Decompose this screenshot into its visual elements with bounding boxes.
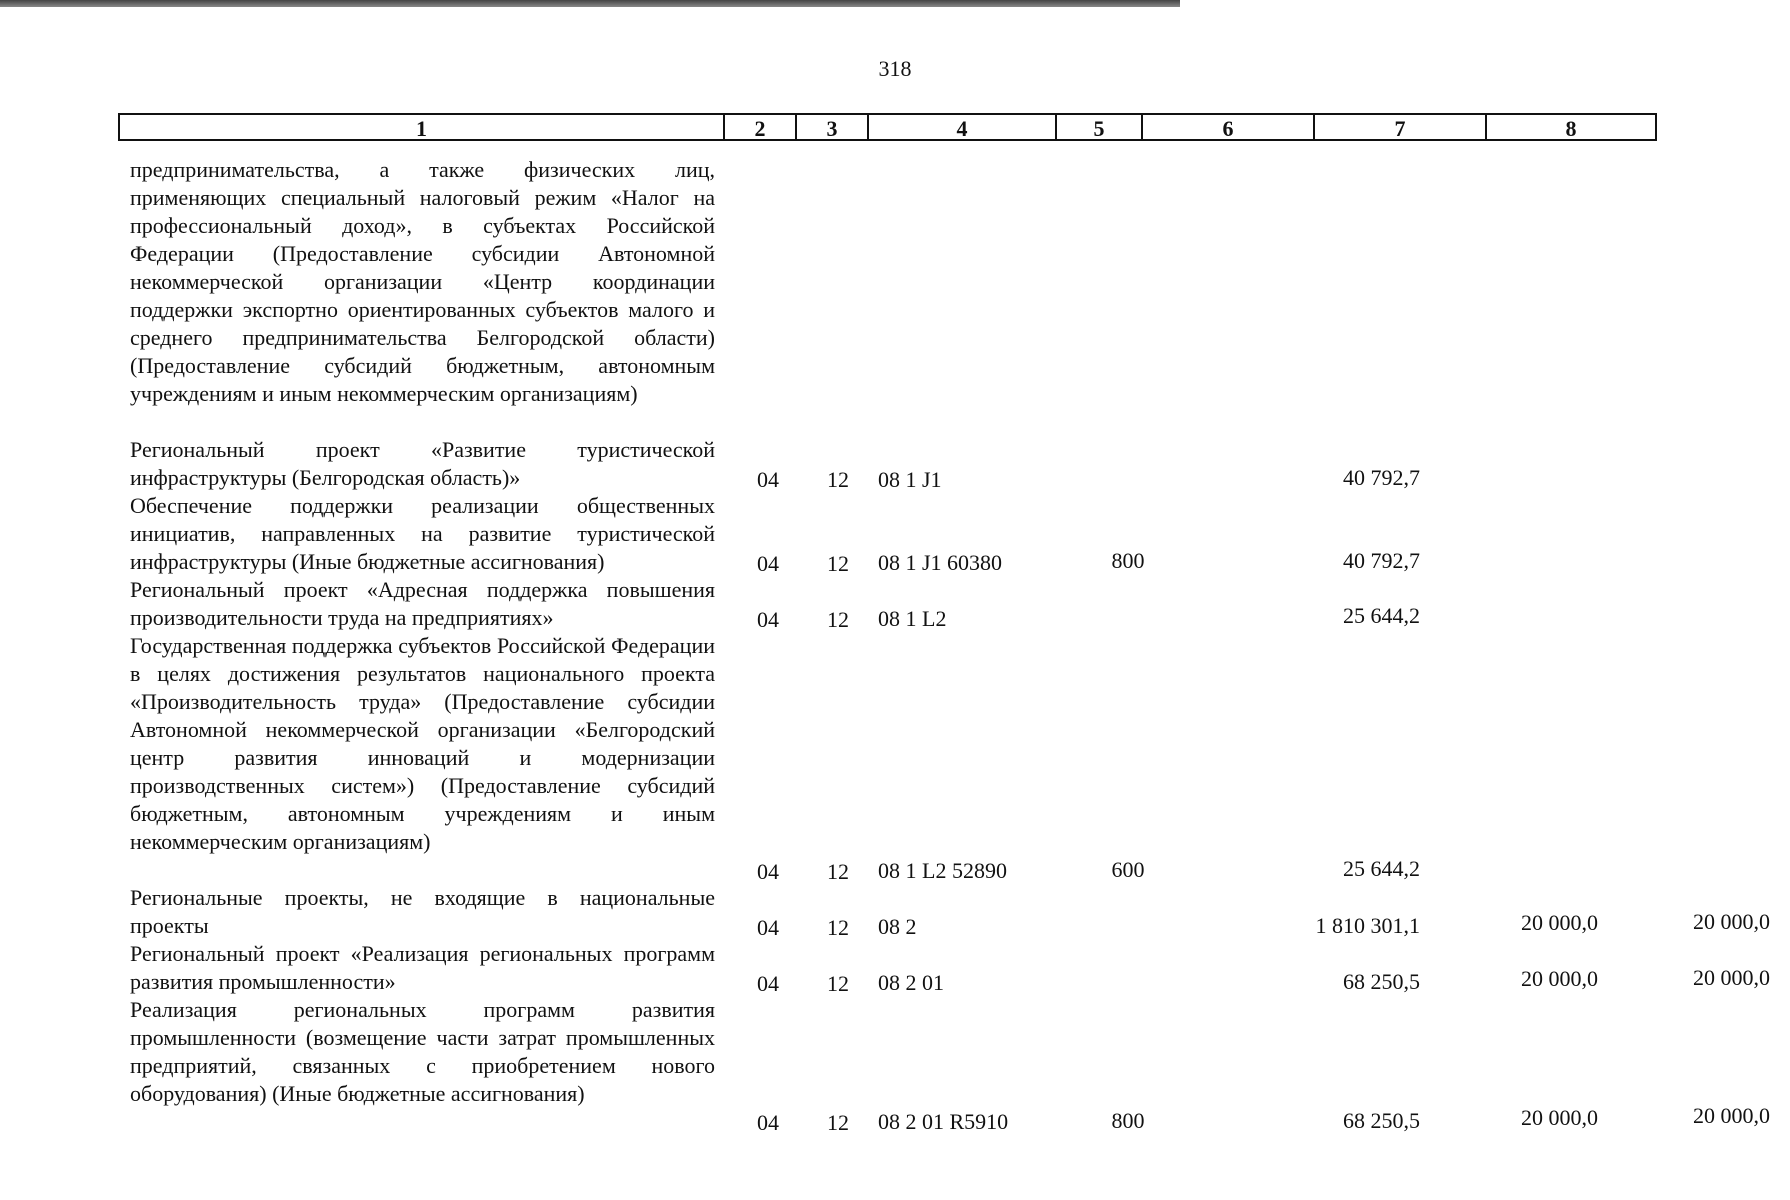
header-col-6: 6 (1141, 113, 1313, 141)
row-col-4: 08 1 L2 (878, 606, 947, 631)
header-col-7: 7 (1313, 113, 1485, 141)
row-description: Обеспечение поддержки реализации общественных инициатив, направленных на развитие туристической инфраструктуры (Иные бюджетные ассигнования) (130, 493, 715, 574)
row-col-4: 08 1 J1 60380 (878, 550, 1003, 575)
row-description: предпринимательства, а также физических лиц, применяющих специальный налоговый режим «Налог на профессиональный доход», в субъектах Российской Федерации (Предоставление субсидии Автономной некоммерческой организации «Центр координации поддержки экспортно ориентированных субъектов малого и среднего предпринимательства Белгородской области) (Предоставление субсидий бюджетным, автономным учреждениям и иным некоммерческим организациям) (130, 157, 715, 406)
row-description: Государственная поддержка субъектов Российской Федерации в целях достижения результатов национального проекта «Производительность труда» (Предоставление субсидии Автономной некоммерческой организации «Белгородский центр развития инноваций и модернизации производственных систем») (Предоставление субсидий бюджетным, автономным учреждениям и иным некоммерческим организациям) (130, 633, 715, 854)
table-row (118, 156, 1658, 436)
row-col-4: 08 2 (878, 914, 917, 939)
row-description: Региональные проекты, не входящие в национальные проекты (130, 885, 715, 938)
table-row (118, 996, 1770, 1136)
table-row (118, 940, 1770, 996)
row-col-4: 08 2 01 R5910 (878, 1109, 1009, 1134)
row-col-4: 08 1 J1 (878, 467, 942, 492)
row-col-3: 12 (827, 551, 849, 576)
header-col-5: 5 (1055, 113, 1141, 141)
scan-top-edge (0, 0, 1180, 7)
header-col-4: 4 (867, 113, 1055, 141)
row-col-5: 800 (1111, 1108, 1145, 1133)
row-col-2: 04 (757, 607, 779, 632)
table-row (118, 436, 1658, 492)
row-description: Региональный проект «Адресная поддержка повышения производительности труда на предприятиях» (130, 577, 715, 630)
row-col-8: 20 000,0 (1693, 1103, 1770, 1128)
row-col-4: 08 2 01 (878, 970, 944, 995)
row-col-3: 12 (827, 1110, 849, 1135)
table-row (118, 632, 1658, 884)
row-col-5: 600 (1111, 857, 1145, 882)
row-col-2: 04 (757, 551, 779, 576)
row-col-5: 800 (1111, 548, 1145, 573)
table-row (118, 492, 1658, 576)
row-col-2: 04 (757, 1110, 779, 1135)
row-col-6: 40 792,7 (1343, 548, 1420, 573)
header-col-8: 8 (1485, 113, 1657, 141)
row-col-6: 25 644,2 (1343, 603, 1420, 628)
header-col-1: 1 (118, 113, 723, 141)
row-col-2: 04 (757, 915, 779, 940)
row-col-3: 12 (827, 859, 849, 884)
row-col-4: 08 1 L2 52890 (878, 858, 1007, 883)
page-number: 318 (878, 56, 912, 81)
row-col-3: 12 (827, 971, 849, 996)
row-col-6: 1 810 301,1 (1315, 913, 1420, 938)
row-col-8: 20 000,0 (1693, 965, 1770, 990)
row-description: Региональный проект «Развитие туристической инфраструктуры (Белгородская область)» (130, 437, 715, 490)
row-col-7: 20 000,0 (1521, 910, 1598, 935)
row-col-2: 04 (757, 859, 779, 884)
row-description: Региональный проект «Реализация региональных программ развития промышленности» (130, 941, 715, 994)
header-col-3: 3 (795, 113, 867, 141)
row-col-6: 25 644,2 (1343, 856, 1420, 881)
row-col-6: 68 250,5 (1343, 1108, 1420, 1133)
row-col-2: 04 (757, 467, 779, 492)
row-col-6: 40 792,7 (1343, 465, 1420, 490)
table-row (118, 884, 1770, 940)
row-col-3: 12 (827, 607, 849, 632)
row-col-8: 20 000,0 (1693, 909, 1770, 934)
row-col-2: 04 (757, 971, 779, 996)
row-col-3: 12 (827, 915, 849, 940)
row-col-6: 68 250,5 (1343, 969, 1420, 994)
table-row (118, 576, 1658, 632)
header-col-2: 2 (723, 113, 795, 141)
row-col-7: 20 000,0 (1521, 966, 1598, 991)
row-col-7: 20 000,0 (1521, 1105, 1598, 1130)
row-description: Реализация региональных программ развития промышленности (возмещение части затрат промышленных предприятий, связанных с приобретением нового оборудования) (Иные бюджетные ассигнования) (130, 997, 715, 1106)
row-col-3: 12 (827, 467, 849, 492)
table-header (118, 113, 1658, 143)
